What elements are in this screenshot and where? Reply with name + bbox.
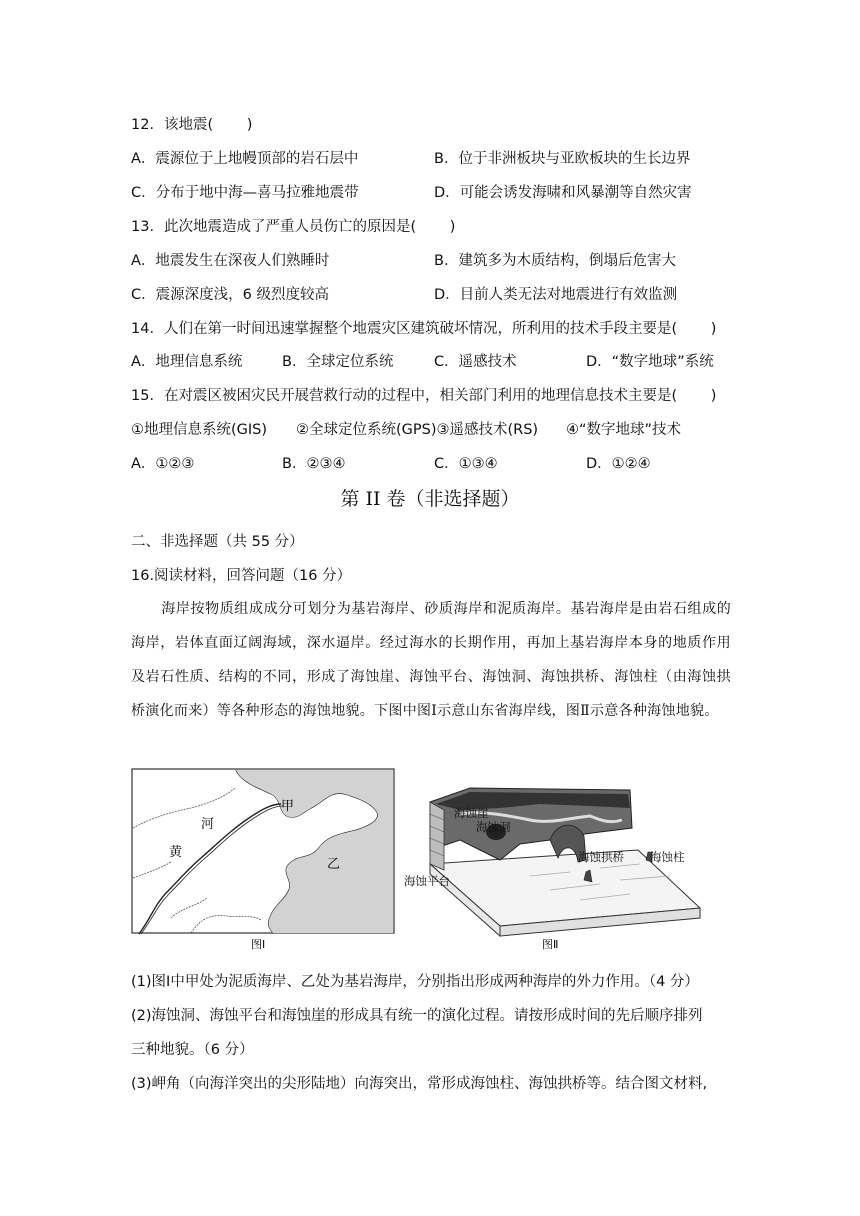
section-heading: 二、非选择题（共 55 分） (131, 534, 304, 550)
q13-option-b: B．建筑多为木质结构，倒塌后危害大 (434, 253, 676, 269)
q16-sub2-line1: (2)海蚀洞、海蚀平台和海蚀崖的形成具有统一的演化过程。请按形成时间的先后顺序排列 (131, 1008, 703, 1024)
q15-option-b: B．②③④ (282, 456, 346, 472)
q13-option-a: A．地震发生在深夜人们熟睡时 (131, 253, 330, 269)
q12-stem: 12．该地震( ) (131, 117, 253, 133)
q14-option-a: A．地理信息系统 (131, 354, 243, 370)
figure-1-caption: 图Ⅰ (251, 938, 266, 951)
q14-stem: 14．人们在第一时间迅速掌握整个地震灾区建筑破坏情况，所利用的技术手段主要是( ) (131, 321, 717, 337)
q15-item-4: ④“数字地球”技术 (566, 422, 682, 438)
q15-option-a: A．①②③ (131, 456, 195, 472)
q16-stem: 16.阅读材料，回答问题（16 分） (131, 568, 352, 584)
q14-option-b: B．全球定位系统 (282, 354, 394, 370)
figure-1-map (131, 768, 395, 954)
label-yi: 乙 (327, 857, 341, 872)
part2-title: 第 II 卷（非选择题） (340, 488, 520, 510)
q12-option-a: A．震源位于上地幔顶部的岩石层中 (131, 151, 359, 167)
label-cliff: 海蚀崖 (454, 806, 489, 820)
label-stack: 海蚀柱 (650, 850, 685, 864)
q12-option-c: C．分布于地中海—喜马拉雅地震带 (131, 185, 359, 201)
q13-option-d: D．目前人类无法对地震进行有效监测 (434, 287, 678, 303)
label-platform: 海蚀平台 (404, 874, 450, 888)
q16-sub2-line2: 三种地貌。（6 分） (131, 1042, 254, 1058)
q16-sub3: (3)岬角（向海洋突出的尖形陆地）向海突出，常形成海蚀柱、海蚀拱桥等。结合图文材料, (131, 1076, 708, 1092)
q12-option-b: B．位于非洲板块与亚欧板块的生长边界 (434, 151, 691, 167)
label-he: 河 (201, 817, 215, 832)
figure-2-caption: 图Ⅱ (542, 938, 559, 951)
q16-material-text: 海岸按物质组成成分可划分为基岩海岸、砂质海岸和泥质海岸。基岩海岸是由岩石组成的海岸，岩体直面辽阔海域，深水逼岸。经过海水的长期作用，再加上基岩海岸本身的地质作用及岩石性质、结构的不同，形成了海蚀崖、海蚀平台、海蚀洞、海蚀拱桥、海蚀柱（由海蚀拱桥演化而来）等各种形态的海蚀地貌。下图中图Ⅰ示意山东省海岸线，图Ⅱ示意各种海蚀地貌。 (131, 601, 731, 719)
label-jia: 甲 (281, 799, 295, 814)
q14-option-c: C．遥感技术 (434, 354, 517, 370)
q15-item-1: ①地理信息系统(GIS) (131, 422, 268, 438)
q14-option-d: D．“数字地球”系统 (586, 354, 714, 370)
label-huang: 黄 (169, 845, 183, 860)
q12-option-d: D．可能会诱发海啸和风暴潮等自然灾害 (434, 185, 692, 201)
label-cave: 海蚀洞 (476, 820, 511, 834)
figure-2-diagram (400, 780, 730, 952)
q16-material (131, 592, 731, 728)
label-arch: 海蚀拱桥 (578, 850, 624, 864)
q13-stem: 13．此次地震造成了严重人员伤亡的原因是( ) (131, 219, 456, 235)
q16-sub1: (1)图Ⅰ中甲处为泥质海岸、乙处为基岩海岸，分别指出形成两种海岸的外力作用。（4 分） (131, 974, 699, 990)
q15-option-d: D．①②④ (586, 456, 651, 472)
q13-option-c: C．震源深度浅，6 级烈度较高 (131, 287, 329, 303)
q15-option-c: C．①③④ (434, 456, 498, 472)
q15-item-2-3: ②全球定位系统(GPS)③遥感技术(RS) (296, 422, 539, 438)
q15-stem: 15．在对震区被困灾民开展营救行动的过程中，相关部门利用的地理信息技术主要是( ) (131, 388, 717, 404)
